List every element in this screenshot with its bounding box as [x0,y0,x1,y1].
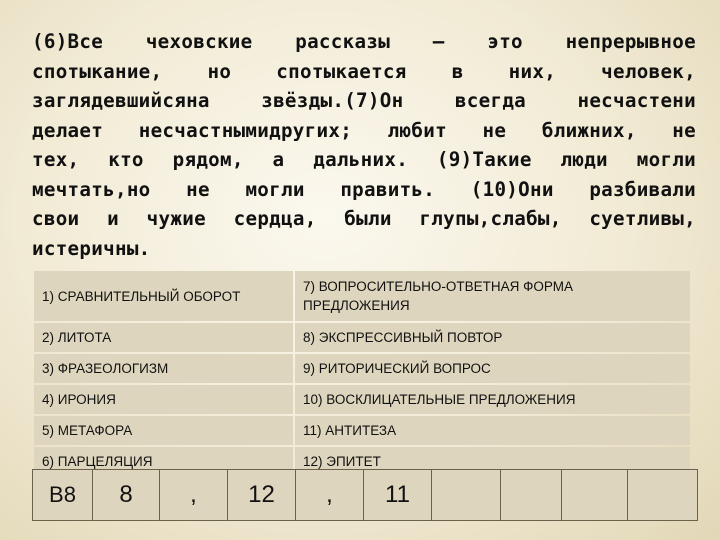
passage-line: тех, кто рядом, а дальних. (9)Такие люди могли [32,148,696,171]
answer-row [33,470,698,521]
passage-line: истеричны. [32,236,151,260]
options-row [34,323,690,352]
passage-line: заглядевшийсяна звёзды.(7)Он всегда несчастени [32,89,696,112]
passage-text [32,27,696,263]
answer-cell[interactable] [628,470,698,521]
answer-cell[interactable]: 11 [364,470,432,521]
option-cell: 3) ФРАЗЕОЛОГИЗМ [34,354,293,383]
option-cell: 2) ЛИТОТА [34,323,293,352]
option-cell: 6) ПАРЦЕЛЯЦИЯ [34,447,293,476]
answer-cell[interactable]: 12 [228,470,296,521]
options-table [32,269,692,478]
passage-line: делает несчастнымидругих; любит не ближних, не [32,118,696,142]
passage-line: спотыкание, но спотыкается в них, человек, [32,59,696,83]
answer-cell[interactable]: 8 [93,470,160,521]
answer-cell[interactable]: , [160,470,228,521]
option-cell: 1) СРАВНИТЕЛЬНЫЙ ОБОРОТ [34,271,293,321]
options-row [34,385,690,414]
passage-line: свои и чужие сердца, были глупы,слабы, суетливы, [32,207,696,230]
options-row [34,354,690,383]
option-cell [295,271,690,321]
option-cell: 10) ВОСКЛИЦАТЕЛЬНЫЕ ПРЕДЛОЖЕНИЯ [295,385,690,414]
option-cell: 8) ЭКСПРЕССИВНЫЙ ПОВТОР [295,323,690,352]
option-cell: 12) ЭПИТЕТ [295,447,690,476]
option-cell: 9) РИТОРИЧЕСКИЙ ВОПРОС [295,354,690,383]
answer-grid [32,469,698,521]
passage-line: мечтать,но не могли править. (10)Они разбивали [32,177,696,201]
answer-cell[interactable] [562,470,628,521]
options-row [34,416,690,445]
answer-cell[interactable] [501,470,562,521]
options-row [34,271,690,321]
answer-cell[interactable] [432,470,501,521]
option-cell: 11) АНТИТЕЗА [295,416,690,445]
option-cell: 4) ИРОНИЯ [34,385,293,414]
answer-cell[interactable]: , [296,470,364,521]
option-cell: 5) МЕТАФОРА [34,416,293,445]
option-text: ПРЕДЛОЖЕНИЯ [303,298,410,313]
passage-line: (6)Все чеховские рассказы – это непрерывное [32,30,696,53]
answer-label: В8 [33,470,93,521]
option-text: 7) ВОПРОСИТЕЛЬНО-ОТВЕТНАЯ ФОРМА [303,279,574,294]
